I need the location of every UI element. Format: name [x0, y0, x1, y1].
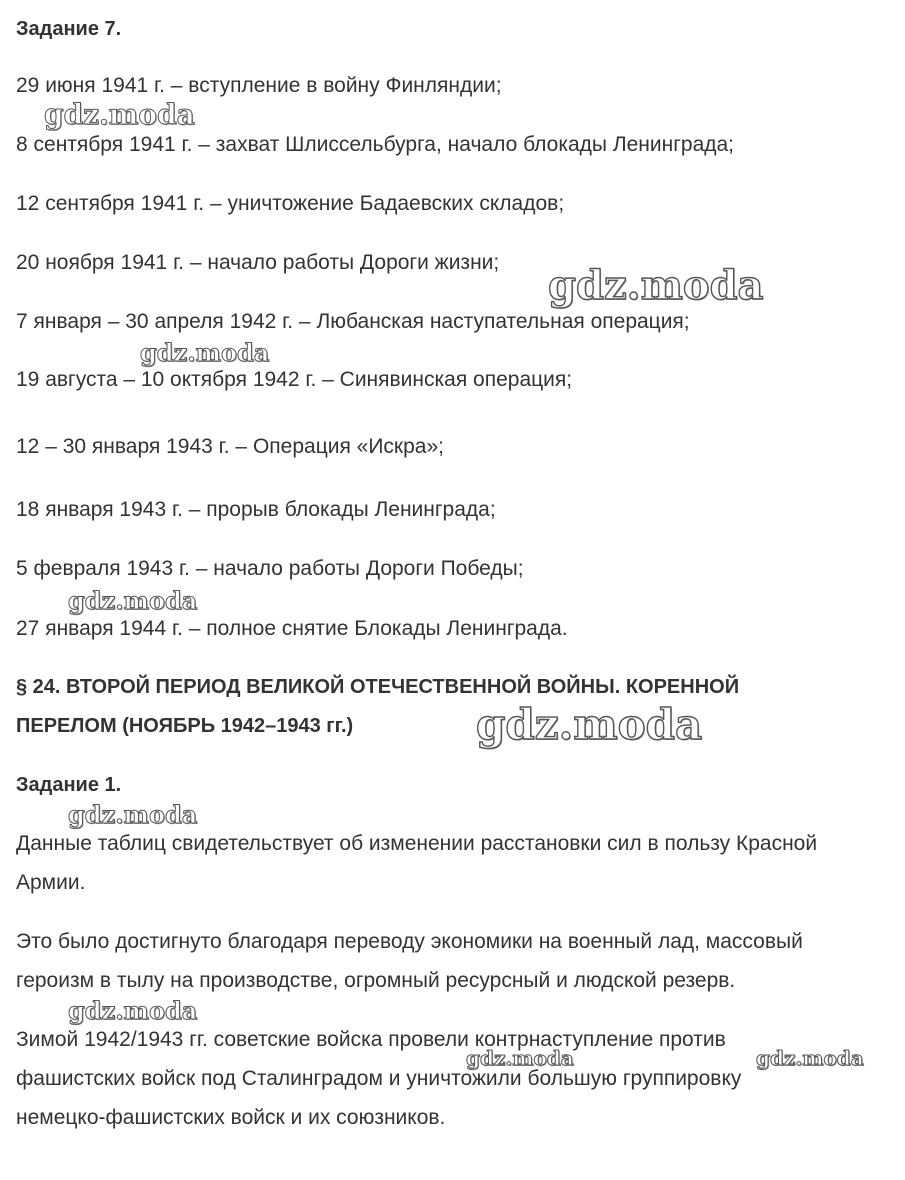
section-title-line1: § 24. ВТОРОЙ ПЕРИОД ВЕЛИКОЙ ОТЕЧЕСТВЕННОЙ ВОЙНЫ. КОРЕННОЙ [16, 676, 740, 698]
watermark: gdz.moda [756, 1046, 864, 1070]
event-item: 8 сентября 1941 г. – захват Шлиссельбурга, начало блокады Ленинграда; [16, 133, 735, 156]
paragraph-line: героизм в тылу на производстве, огромный ресурсный и людской резерв. [16, 969, 736, 992]
paragraph [16, 1020, 904, 1137]
event-item: 5 февраля 1943 г. – начало работы Дороги Победы; [16, 557, 524, 580]
paragraph-line: немецко-фашистских войск и их союзников. [16, 1106, 446, 1129]
watermark: gdz.moda [466, 1046, 574, 1070]
task-1-heading: Задание 1. [16, 774, 122, 796]
watermark: gdz.moda [68, 996, 198, 1025]
event-item: 18 января 1943 г. – прорыв блокады Ленинграда; [16, 498, 496, 521]
event-item: 7 января – 30 апреля 1942 г. – Любанская наступательная операция; [16, 310, 690, 333]
event-item: 29 июня 1941 г. – вступление в войну Финляндии; [16, 74, 502, 97]
task-7-heading: Задание 7. [16, 18, 122, 40]
paragraph-line: фашистских войск под Сталинградом и уничтожили большую группировку [16, 1067, 742, 1090]
event-item: 19 августа – 10 октября 1942 г. – Синявинская операция; [16, 368, 573, 391]
paragraph-line: Зимой 1942/1943 гг. советские войска провели контрнаступление против [16, 1028, 726, 1051]
watermark: gdz.moda [68, 800, 198, 829]
paragraph-line: Данные таблиц свидетельствует об изменении расстановки сил в пользу Красной [16, 832, 818, 855]
section-title-line2: ПЕРЕЛОМ (НОЯБРЬ 1942–1943 гг.) [16, 715, 354, 737]
event-item: 20 ноября 1941 г. – начало работы Дороги жизни; [16, 251, 500, 274]
watermark: gdz.moda [68, 586, 198, 615]
watermark: gdz.moda [44, 98, 195, 131]
watermark: gdz.moda [476, 700, 703, 749]
paragraph-line: Это было достигнуто благодаря переводу экономики на военный лад, массовый [16, 930, 803, 953]
paragraph [16, 922, 904, 1000]
watermark: gdz.moda [140, 338, 270, 367]
paragraph [16, 824, 904, 902]
event-item: 27 января 1944 г. – полное снятие Блокады Ленинграда. [16, 617, 568, 640]
watermark: gdz.moda [548, 262, 764, 309]
paragraph-line: Армии. [16, 871, 86, 894]
event-item: 12 – 30 января 1943 г. – Операция «Искра»; [16, 435, 444, 458]
event-item: 12 сентября 1941 г. – уничтожение Бадаевских складов; [16, 192, 565, 215]
